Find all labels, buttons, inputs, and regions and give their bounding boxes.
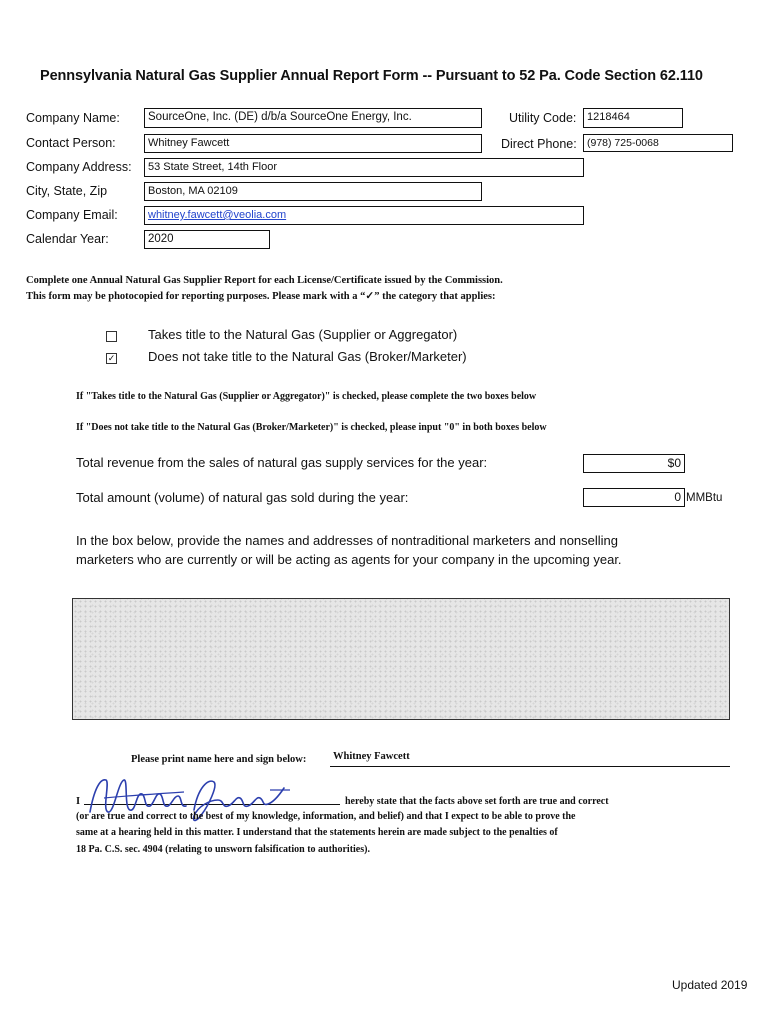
- company-address-field[interactable]: 53 State Street, 14th Floor: [144, 158, 584, 177]
- agents-instruction-line-2: marketers who are currently or will be acting as agents for your company in the upcoming year.: [76, 552, 622, 567]
- takes-title-note: If "Takes title to the Natural Gas (Supplier or Aggregator)" is checked, please complete the two boxes below: [76, 391, 537, 402]
- agents-instruction-line-1: In the box below, provide the names and addresses of nontraditional marketers and nonselling: [76, 533, 619, 548]
- contact-person-field[interactable]: Whitney Fawcett: [144, 134, 482, 153]
- total-revenue-label: Total revenue from the sales of natural gas supply services for the year:: [76, 455, 488, 470]
- direct-phone-label: Direct Phone:: [501, 137, 577, 151]
- no-title-note: If "Does not take title to the Natural Gas (Broker/Marketer)" is checked, please input "0" in both boxes below: [76, 422, 547, 433]
- updated-footer: Updated 2019: [672, 978, 748, 992]
- does-not-take-title-label: Does not take title to the Natural Gas (Broker/Marketer): [148, 349, 467, 364]
- statement-line-4: 18 Pa. C.S. sec. 4904 (relating to unsworn falsification to authorities).: [76, 844, 370, 855]
- print-name-label: Please print name here and sign below:: [131, 754, 307, 765]
- calendar-year-field[interactable]: 2020: [144, 230, 270, 249]
- takes-title-label: Takes title to the Natural Gas (Supplier or Aggregator): [148, 327, 458, 342]
- statement-line-2: (or are true and correct to the best of my knowledge, information, and belief) and that I expect to be able to prove the: [76, 811, 576, 822]
- agents-textarea[interactable]: [72, 598, 730, 720]
- company-name-field[interactable]: SourceOne, Inc. (DE) d/b/a SourceOne Energy, Inc.: [144, 108, 482, 128]
- statement-line-1: hereby state that the facts above set forth are true and correct: [345, 796, 609, 807]
- total-volume-field[interactable]: 0: [583, 488, 685, 507]
- statement-line-3: same at a hearing held in this matter. I understand that the statements herein are made subject to the penalties of: [76, 827, 558, 838]
- calendar-year-label: Calendar Year:: [26, 232, 109, 246]
- city-state-zip-label: City, State, Zip: [26, 184, 108, 198]
- i-label: I: [76, 796, 81, 807]
- takes-title-checkbox[interactable]: [106, 331, 117, 342]
- form-title: Pennsylvania Natural Gas Supplier Annual Report Form -- Pursuant to 52 Pa. Code Section 62.110: [40, 68, 703, 84]
- direct-phone-field[interactable]: (978) 725-0068: [583, 134, 733, 152]
- instruction-line-1: Complete one Annual Natural Gas Supplier Report for each License/Certificate issued by the Commission.: [26, 275, 503, 286]
- company-email-label: Company Email:: [26, 208, 118, 222]
- total-revenue-field[interactable]: $0: [583, 454, 685, 473]
- company-address-label: Company Address:: [26, 160, 132, 174]
- utility-code-field[interactable]: 1218464: [583, 108, 683, 128]
- contact-person-label: Contact Person:: [26, 136, 116, 150]
- print-name-value: Whitney Fawcett: [333, 751, 410, 762]
- company-name-label: Company Name:: [26, 111, 120, 125]
- utility-code-label: Utility Code:: [509, 111, 577, 125]
- total-volume-label: Total amount (volume) of natural gas sold during the year:: [76, 490, 409, 505]
- company-email-field[interactable]: whitney.fawcett@veolia.com: [144, 206, 584, 225]
- instruction-line-2: This form may be photocopied for reporting purposes. Please mark with a “✓” the category that applies:: [26, 291, 496, 302]
- print-name-line[interactable]: [330, 750, 730, 767]
- does-not-take-title-checkbox[interactable]: ✓: [107, 353, 116, 363]
- volume-unit: MMBtu: [686, 492, 723, 504]
- city-state-zip-field[interactable]: Boston, MA 02109: [144, 182, 482, 201]
